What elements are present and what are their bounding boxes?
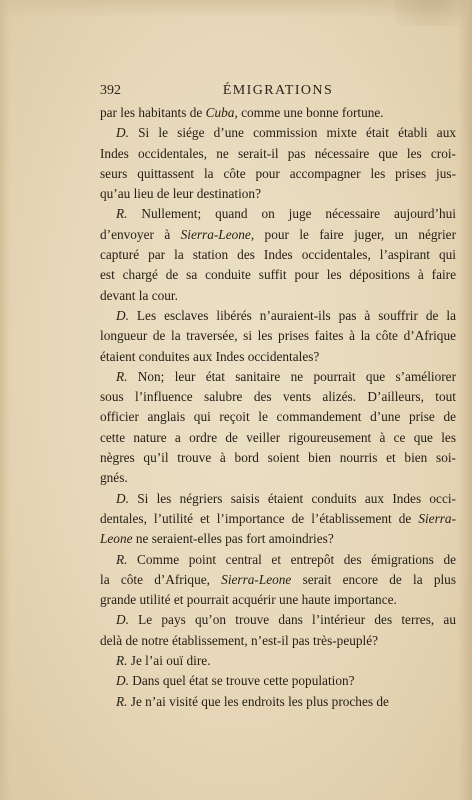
page-number: 392 [100,83,121,98]
text-run: capturé par la station des Indes occidentales, l’aspirant qui [100,247,456,263]
text-line [100,529,456,549]
text-run: nègres qu’il trouve à bord soient bien nourris et bien soi- [100,450,456,466]
text-line [100,448,456,468]
text-line [100,468,456,488]
text-line [100,651,456,671]
text-run: d’envoyer à [100,226,181,242]
running-head [100,81,456,101]
text-line [100,428,456,448]
italic-text: R. [116,206,128,222]
page-right-shadow [458,0,472,800]
text-run: dentales, l’utilité et l’importance de l’établissement de [100,510,419,526]
paragraph [100,671,456,691]
text-line [100,245,456,265]
italic-text: D. [116,125,129,141]
text-run: Dans quel état se trouve cette population? [128,673,355,689]
paragraph [100,123,456,204]
text-line [100,225,456,245]
text-run: Si le siége d’une commission mixte était établi aux [128,125,456,141]
text-line [100,326,456,346]
text-run: Comme point central et entrepôt des émigrations de [127,551,456,567]
text-run: serait encore de la plus [291,571,456,587]
text-run: , pour le faire juger, un négrier [250,226,457,242]
text-run: Si les négriers saisis étaient conduits aux Indes occi- [128,490,456,506]
text-run: Je l’ai ouï dire. [127,653,211,669]
paragraph [100,651,456,671]
paragraph [100,610,456,651]
text-run: par les habitants de [100,105,206,120]
body-text [100,103,456,712]
text-line [100,610,456,630]
text-line [100,144,456,164]
text-run: grande utilité et pourrait acquérir une haute importance. [100,592,397,608]
text-line [100,550,456,570]
italic-text: R. [116,368,128,384]
text-run: Les esclaves libérés n’auraient-ils pas à souffrir de la [128,307,456,323]
italic-text: D. [116,673,129,689]
text-line [100,103,456,123]
text-run: qu’au lieu de leur destination? [100,186,261,202]
text-line [100,306,456,326]
text-line [100,347,456,367]
text-run: étaient conduites aux Indes occidentales? [100,348,320,364]
italic-text: D. [116,612,129,628]
running-head-title: ÉMIGRATIONS [222,83,334,98]
text-line [100,509,456,529]
text-line [100,184,456,204]
italic-text: Sierra-Leone [180,226,251,242]
text-run: devant la cour. [100,287,178,303]
text-line [100,204,456,224]
italic-text: D. [116,490,129,506]
text-line [100,692,456,712]
paragraph [100,103,456,123]
text-line [100,265,456,285]
italic-text: R. [116,653,128,669]
text-run: seurs quittassent la côte pour accompagner les prises jus- [100,165,456,181]
italic-text: Sierra- [418,510,456,526]
italic-text: D. [116,307,129,323]
text-run: Le pays qu’on trouve dans l’intérieur des terres, au [128,612,456,628]
text-line [100,570,456,590]
text-line [100,671,456,691]
paragraph [100,692,456,712]
text-line [100,407,456,427]
paper-stain [395,0,465,26]
italic-text: Sierra-Leone [221,571,292,587]
text-run: gnés. [100,470,128,486]
text-run: delà de notre établissement, n’est-il pas très-peuplé? [100,632,379,648]
text-run: Non; leur état sanitaire ne pourrait que s’améliorer [127,368,456,384]
text-run: longueur de la traversée, si les prises faites à la côte d’Afrique [100,328,456,344]
text-run: Je n’ai visité que les endroits les plus proches de [127,693,389,709]
text-run: Indes occidentales, ne serait-il pas nécessaire que les croi- [100,145,456,161]
text-line [100,164,456,184]
text-line [100,367,456,387]
italic-text: R. [116,693,128,709]
paragraph [100,204,456,305]
text-line [100,631,456,651]
text-run: , comme une bonne fortune. [234,105,384,120]
text-line [100,489,456,509]
text-run: cette nature a ordre de veiller rigoureusement à ce que les [100,429,456,445]
text-line [100,590,456,610]
italic-text: Leone [100,531,133,547]
paragraph [100,489,456,550]
text-run: est chargé de sa conduite suffit pour les dépositions à faire [100,267,456,283]
text-run: sous l’influence salubre des vents alizés. D’ailleurs, tout [100,389,456,405]
text-run: ne seraient-elles pas fort amoindries? [132,531,334,547]
text-line [100,286,456,306]
text-line [100,123,456,143]
text-line [100,387,456,407]
text-run: officier anglais qui reçoit le commandement d’une prise de [100,409,456,425]
italic-text: R. [116,551,128,567]
text-run: Nullement; quand on juge nécessaire aujourd’hui [127,206,456,222]
paragraph [100,367,456,489]
paragraph [100,306,456,367]
paragraph [100,550,456,611]
text-run: la côte d’Afrique, [100,571,222,587]
page-left-shadow [0,0,10,800]
italic-text: Cuba [205,105,235,120]
